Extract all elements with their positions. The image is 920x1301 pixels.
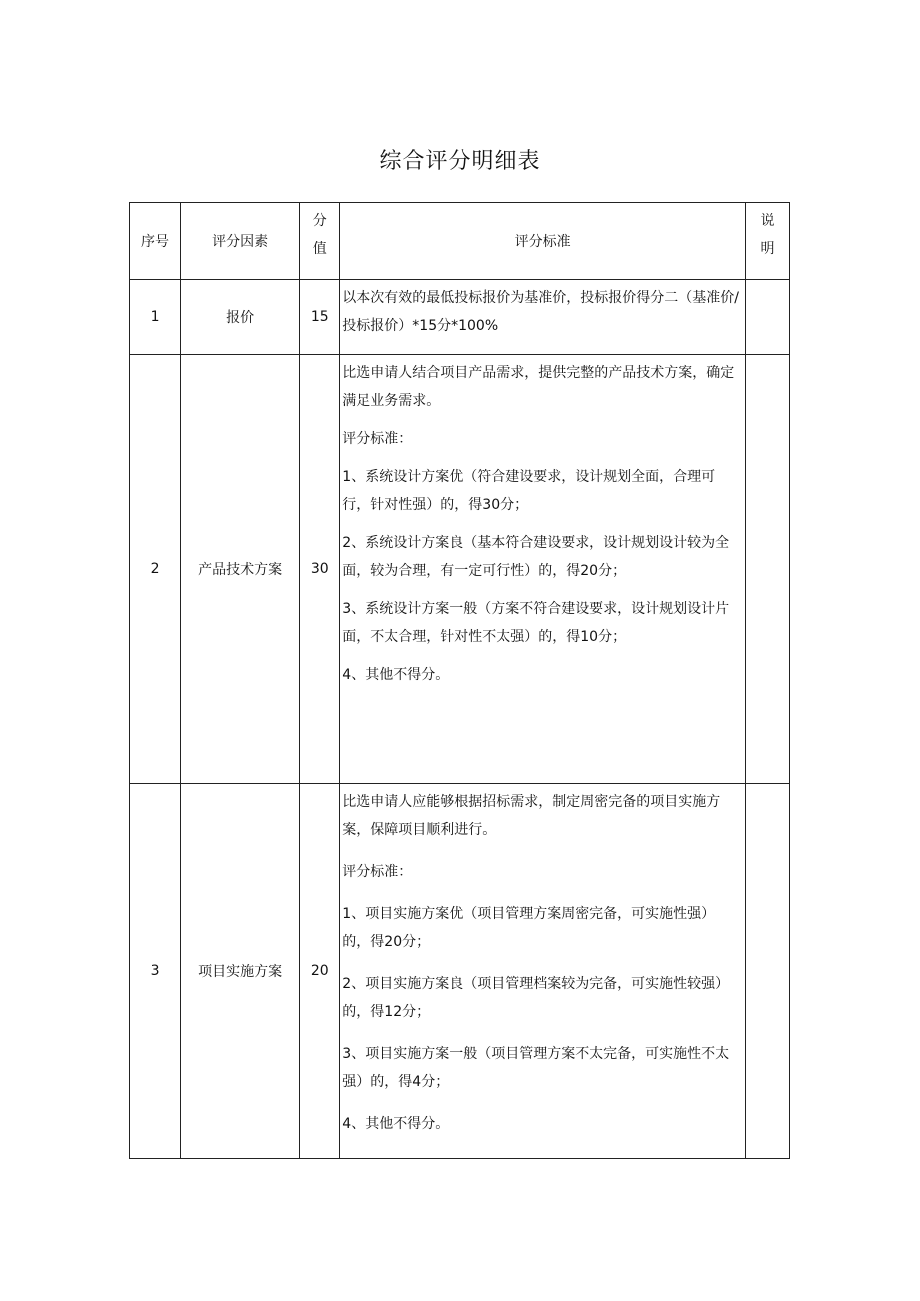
- row-criteria: [340, 355, 746, 784]
- table-header-row: [130, 203, 790, 280]
- criteria-paragraph: 4、其他不得分。: [342, 667, 450, 683]
- row-note: [745, 784, 789, 1159]
- row-no: 1: [130, 280, 181, 355]
- header-score: [300, 203, 340, 280]
- row-criteria: [340, 280, 746, 355]
- header-no: 序号: [130, 203, 181, 280]
- criteria-paragraph: 评分标准：: [342, 431, 413, 447]
- criteria-paragraph: 比选申请人应能够根据招标需求，制定周密完备的项目实施方案，保障项目顺利进行。: [342, 794, 721, 838]
- header-note: [745, 203, 789, 280]
- criteria-paragraph: 3、系统设计方案一般（方案不符合建设要求，设计规划设计片面，不太合理，针对性不太强）的，得10分；: [342, 601, 730, 645]
- header-factor: 评分因素: [181, 203, 300, 280]
- row-score: 20: [300, 784, 340, 1159]
- row-note: [745, 355, 789, 784]
- table-row: [130, 280, 790, 355]
- criteria-paragraph: 以本次有效的最低投标报价为基准价，投标报价得分二（基准价/投标报价）*15分*100%: [342, 290, 739, 334]
- row-no: 2: [130, 355, 181, 784]
- table-row: [130, 355, 790, 784]
- row-score: 30: [300, 355, 340, 784]
- criteria-paragraph: 1、项目实施方案优（项目管理方案周密完备，可实施性强）的，得20分；: [342, 906, 716, 950]
- criteria-paragraph: 比选申请人结合项目产品需求，提供完整的产品技术方案，确定满足业务需求。: [342, 365, 735, 409]
- row-criteria: [340, 784, 746, 1159]
- criteria-paragraph: 2、项目实施方案良（项目管理档案较为完备，可实施性较强）的，得12分；: [342, 976, 730, 1020]
- row-factor: 产品技术方案: [181, 355, 300, 784]
- row-no: 3: [130, 784, 181, 1159]
- header-note-line1: 说: [760, 213, 775, 229]
- scoring-table: [129, 202, 790, 1159]
- row-factor: 报价: [181, 280, 300, 355]
- criteria-paragraph: 评分标准：: [342, 864, 413, 880]
- header-criteria: 评分标准: [340, 203, 746, 280]
- table-row: [130, 784, 790, 1159]
- row-score: 15: [300, 280, 340, 355]
- criteria-paragraph: 2、系统设计方案良（基本符合建设要求，设计规划设计较为全面，较为合理，有一定可行性）的，得20分；: [342, 535, 730, 579]
- page-title: 综合评分明细表: [379, 149, 541, 174]
- header-score-line2: 值: [312, 241, 327, 257]
- header-note-line2: 明: [760, 241, 775, 257]
- criteria-paragraph: 3、项目实施方案一般（项目管理方案不太完备，可实施性不太强）的，得4分；: [342, 1046, 730, 1090]
- criteria-paragraph: 4、其他不得分。: [342, 1116, 450, 1132]
- row-factor: 项目实施方案: [181, 784, 300, 1159]
- criteria-paragraph: 1、系统设计方案优（符合建设要求，设计规划全面，合理可行，针对性强）的，得30分；: [342, 469, 716, 513]
- header-score-line1: 分: [312, 213, 327, 229]
- row-note: [745, 280, 789, 355]
